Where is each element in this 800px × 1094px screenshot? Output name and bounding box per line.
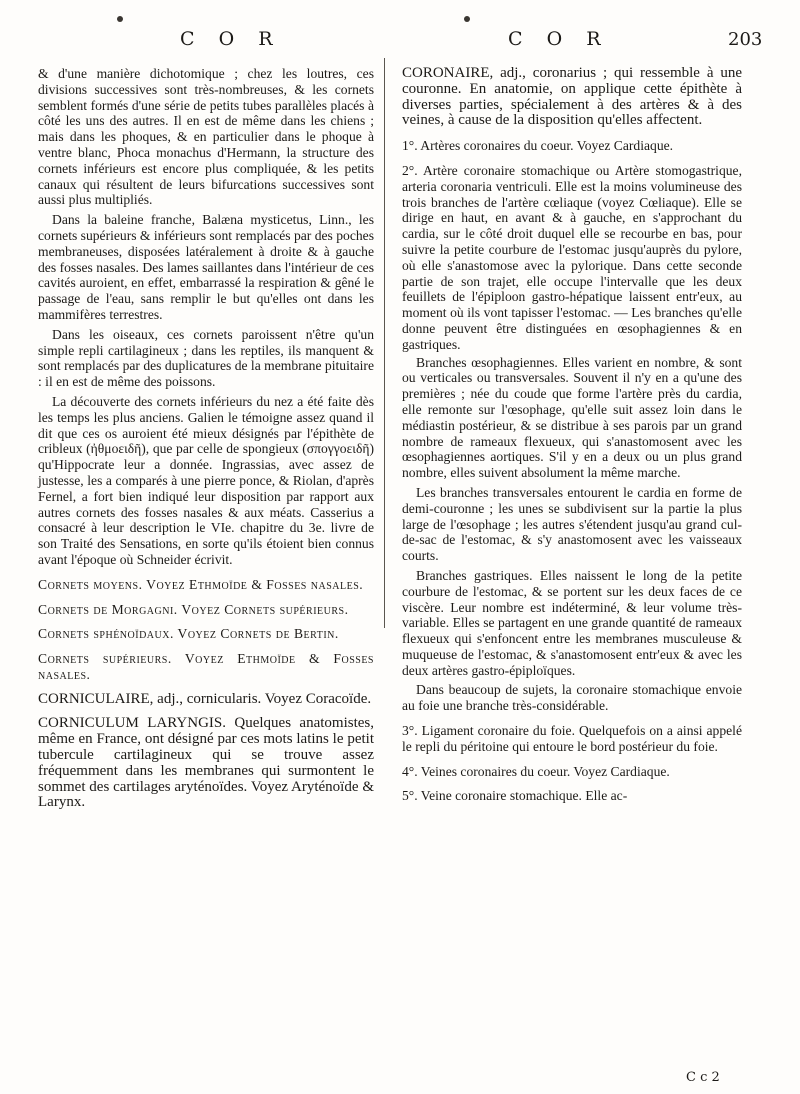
header-right: C O R (508, 28, 610, 50)
running-header (0, 28, 800, 58)
subentry: 5°. Veine coronaire stomachique. Elle ac- (402, 788, 628, 804)
subentry: 2°. Artère coronaire stomachique ou Artère stomogastrique, arteria coronaria ventriculi. Elle est la moins volumineuse des trois branches de l'artère cœliaque (voyez Cœliaque). Elle se dirige en haut, en avant & à gauche, en s'approchant du cardia, sur le côté droit duquel elle se recourbe en bas, pour suivre la petite courbure de l'estomac jusqu'auprès du pylore, où elle s'anastomose avec la pylorique. Dans cette seconde partie de son trajet, elle occupe l'intervalle que les deux feuillets de l'épiploon gastro-hépatique laissent entr'eux, au moment où ils vont tapisser l'estomac. — Les branches qu'elle donne peuvent être distinguées en œsophagiennes & en gastriques. (402, 162, 742, 352)
page-number: 203 (728, 29, 763, 50)
paragraph: Branches œsophagiennes. Elles varient en nombre, & sont ou verticales ou transversales. Souvent il n'y en a qu'une des premières ; née du coude que forme l'artère près du cardia, elle remonte sur l'œsophage, qu'elle suit assez loin dans le médiastin postérieur, & se distribue à ses parois par un grand nombre de rameaux flexueux, qui s'anastomosent avec les œsophagiennes aortiques. S'il y en a deux ou un plus grand nombre, elles suivent absolument la même marche. (402, 354, 742, 481)
signature-mark: C c 2 (686, 1070, 720, 1085)
ink-dot (117, 16, 123, 22)
subentry: 4°. Veines coronaires du coeur. Voyez Cardiaque. (402, 763, 670, 779)
paragraph: Branches gastriques. Elles naissent le long de la petite courbure de l'estomac, & se portent sur les deux faces de ce viscère. Leur nombre est indéterminé, & leur volume très-variable. Elles se partagent en une grande quantité de rameaux flexueux qui s'enfoncent entre les membranes musculeuse & muqueuse de l'estomac, & s'anastomosent entr'eux & avec les deux artères gastro-épiploïques. (402, 567, 742, 678)
subentry: 3°. Ligament coronaire du foie. Quelquefois on a ainsi appelé le repli du péritoine qui entoure le bord postérieur du foie. (402, 723, 742, 754)
cross-reference: Cornets sphénoïdaux. Voyez Cornets de Bertin. (38, 626, 339, 642)
dictionary-entry: CORNICULUM LARYNGIS. Quelques anatomistes, même en France, ont désigné par ces mots latins le petit tubercule cartilagineux qui se trouve assez fréquemment dans les membranes qui surmontent le sommet des cartilages aryténoïdes. Voyez Aryténoïde & Larynx. (38, 715, 374, 811)
cross-reference: Cornets moyens. Voyez Ethmoïde & Fosses nasales. (38, 576, 364, 592)
column-rule (384, 58, 385, 628)
paragraph: Les branches transversales entourent le cardia en forme de demi-couronne ; les unes se subdivisent sur la partie la plus large de l'œsophage ; les autres s'étendent jusqu'au grand cul-de-sac de l'estomac, & s'y anastomosent avec les vaisseaux courts. (402, 484, 742, 564)
subentry: 1°. Artères coronaires du coeur. Voyez Cardiaque. (402, 138, 674, 154)
paragraph: Dans la baleine franche, Balæna mysticetus, Linn., les cornets supérieurs & inférieurs sont remplacés par des poches membraneuses, disposées latéralement à droite & à gauche des fosses nasales. Des lames saillantes dans l'intérieur de ces cavités auroient, en effet, embarrassé la respiration & gêné le passage de l'eau, sans remplir le but qu'elles ont dans les mammifères terrestres. (38, 212, 374, 322)
dictionary-entry: CORNICULAIRE, adj., cornicularis. Voyez Coracoïde. (38, 690, 372, 707)
cross-reference: Cornets de Morgagni. Voyez Cornets supérieurs. (38, 601, 349, 617)
cross-reference: Cornets supérieurs. Voyez Ethmoïde & Fosses nasales. (38, 651, 374, 682)
dictionary-entry: CORONAIRE, adj., coronarius ; qui ressemble à une couronne. En anatomie, on applique cette épithète à diverses parties, spécialement à des artères & à des veines, à cause de la disposition qu'elles affectent. (402, 65, 742, 129)
paragraph: Dans beaucoup de sujets, la coronaire stomachique envoie au foie une branche très-considérable. (402, 682, 742, 714)
header-left: C O R (180, 28, 282, 50)
paragraph: & d'une manière dichotomique ; chez les loutres, ces divisions successives sont très-nombreuses, & les cornets semblent formés d'une série de petits tubes parallèles placés à côté les uns des autres. Il en est de même dans les chiens ; mais dans les phoques, & en particulier dans le phoque à ventre blanc, Phoca monachus d'Hermann, la structure des cornets inférieurs est encore plus compliquée, & les petits canaux qui résultent de leurs bifurcations successives sont aussi plus multipliés. (38, 66, 374, 208)
paragraph: La découverte des cornets inférieurs du nez a été faite dès les temps les plus anciens. Galien le témoigne assez quand il dit que ces os auroient été mieux désignés par l'épithète de cribleux (ἠθμοειδῆ), que par celle de spongieux (σπογγοειδῆ) qu'Hippocrate leur a donnée. Ingrassias, avec assez de justesse, les a comparés à une pierre ponce, & Riolan, d'après Fernel, a fort bien indiqué leur disposition par rapport aux autres cornets des fosses nasales & aux méats. Casserius a consacré à leur description le VIe. chapitre du 3e. livre de son Traité des Sensations, en sorte qu'ils étoient bien connus avant l'époque où Schneider écrivit. (38, 393, 374, 567)
paragraph: Dans les oiseaux, ces cornets paroissent n'être qu'un simple repli cartilagineux ; dans les reptiles, ils manquent & sont remplacés par des duplicatures de la membrane pituitaire : il en est de même des poissons. (38, 326, 374, 390)
ink-dot (464, 16, 470, 22)
right-column (402, 66, 742, 806)
left-column (38, 66, 374, 813)
